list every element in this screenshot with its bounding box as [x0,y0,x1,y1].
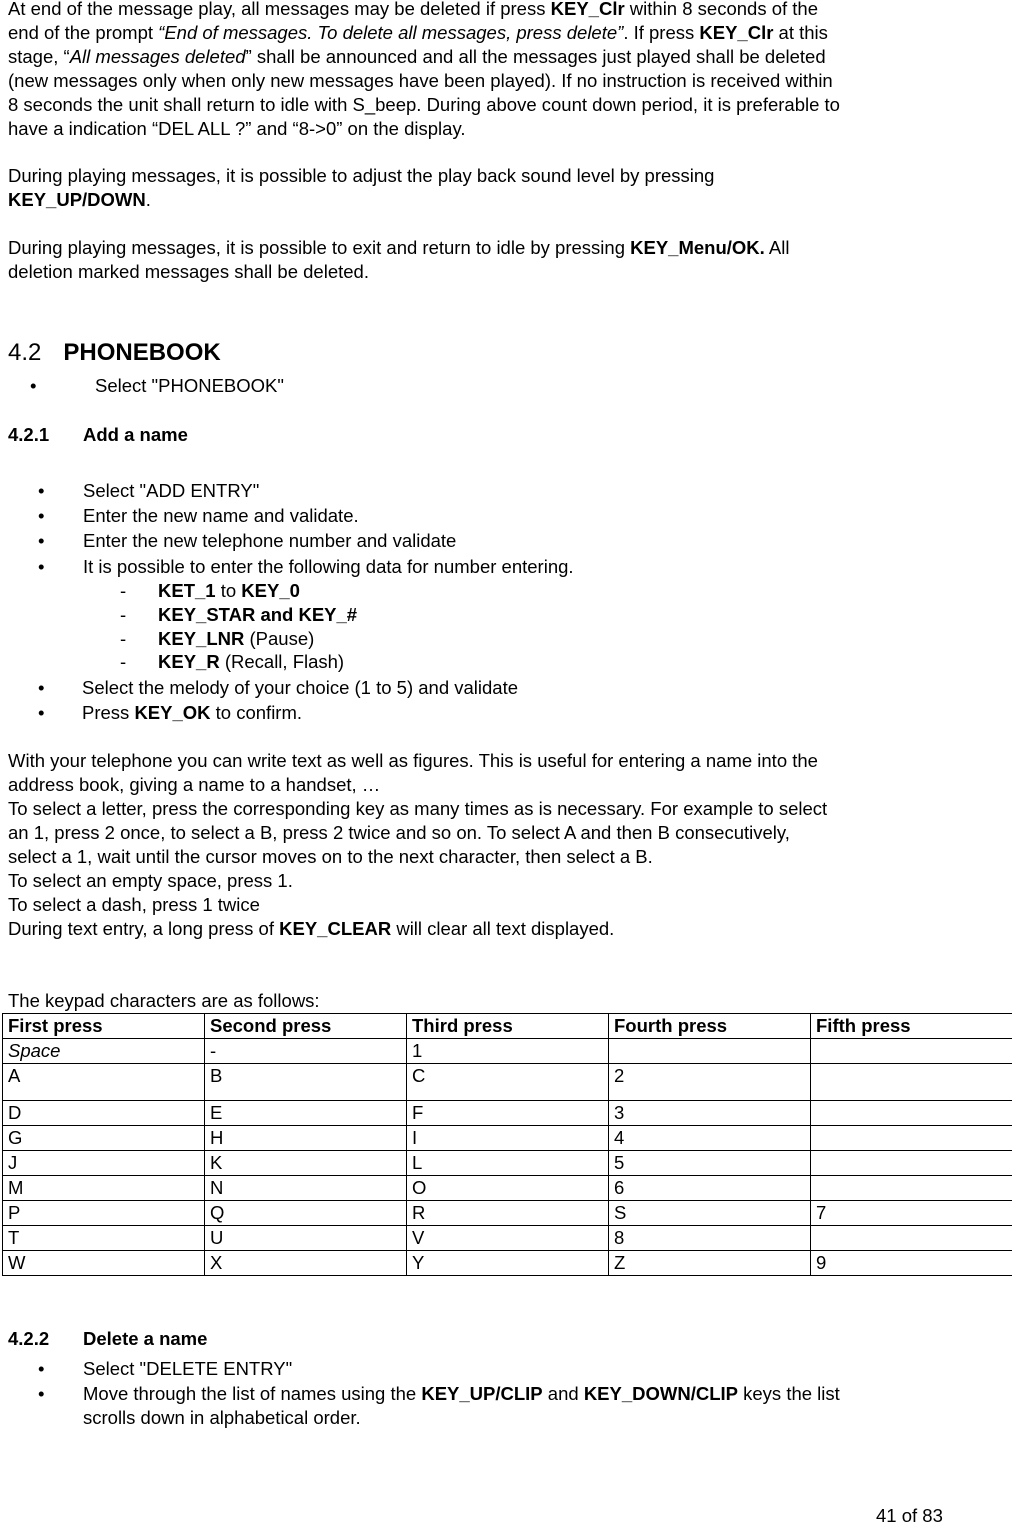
intro-paragraph-2 [8,164,968,212]
text-line: During playing messages, it is possible to adjust the play back sound level by pressing [8,164,968,188]
text-line: KEY_UP/DOWN. [8,188,968,212]
subsection-heading-delete-name: 4.2.2 Delete a name [8,1327,207,1351]
keypad-table [2,1013,1012,1276]
text-line: address book, giving a name to a handset, … [8,773,968,797]
text-line: To select a letter, press the corresponding key as many times as is necessary. For example to select [8,797,968,821]
table-cell: 9 [811,1251,1012,1276]
section-heading-phonebook [8,338,221,368]
table-cell: O [407,1176,609,1201]
text-line: stage, “All messages deleted” shall be announced and all the messages just played shall be deleted [8,45,968,69]
table-cell: I [407,1126,609,1151]
text-line: With your telephone you can write text as well as figures. This is useful for entering a name into the [8,749,968,773]
table-row [3,1226,1012,1251]
bullet-icon: • [38,504,44,528]
table-row [3,1039,1012,1064]
text-line: have a indication “DEL ALL ?” and “8->0” on the display. [8,117,968,141]
table-cell: B [205,1064,407,1101]
bullet-icon: • [38,479,44,503]
text-line: an 1, press 2 once, to select a B, press 2 twice and so on. To select A and then B consecutively, [8,821,968,845]
table-cell: Space [3,1039,205,1064]
text-line: (new messages only when only new messages have been played). If no instruction is received within [8,69,968,93]
table-cell: 6 [609,1176,811,1201]
section-number: 4.2 [8,339,41,366]
bullet-icon: • [38,529,44,553]
table-row [3,1151,1012,1176]
table-row [3,1064,1012,1101]
table-cell: L [407,1151,609,1176]
bullet-icon: • [38,676,44,700]
text-entry-paragraph [8,749,968,941]
column-header: Fourth press [609,1014,811,1039]
section-title: PHONEBOOK [63,339,220,366]
text-line: At end of the message play, all messages may be deleted if press KEY_Clr within 8 seconds of the [8,0,968,21]
table-cell [811,1101,1012,1126]
table-cell: 1 [407,1039,609,1064]
table-row [3,1251,1012,1276]
column-header: First press [3,1014,205,1039]
table-row [3,1176,1012,1201]
table-cell: F [407,1101,609,1126]
text-line: end of the prompt “End of messages. To delete all messages, press delete”. If press KEY_Clr at this [8,21,968,45]
table-cell: C [407,1064,609,1101]
table-cell: K [205,1151,407,1176]
text-line: To select a dash, press 1 twice [8,893,968,917]
table-cell: 8 [609,1226,811,1251]
table-cell [811,1039,1012,1064]
text-line: select a 1, wait until the cursor moves on to the next character, then select a B. [8,845,968,869]
table-cell: P [3,1201,205,1226]
intro-paragraph-1 [8,0,968,141]
text-line: To select an empty space, press 1. [8,869,968,893]
table-cell: X [205,1251,407,1276]
table-cell: D [3,1101,205,1126]
column-header: Fifth press [811,1014,1012,1039]
text-line: During playing messages, it is possible to exit and return to idle by pressing KEY_Menu/OK. All [8,236,968,260]
list-item: • Move through the list of names using the KEY_UP/CLIP and KEY_DOWN/CLIP keys the list scrolls down in alphabetical order. [38,1382,968,1430]
intro-paragraph-3 [8,236,968,284]
table-cell: 3 [609,1101,811,1126]
table-cell: H [205,1126,407,1151]
table-cell: G [3,1126,205,1151]
table-row [3,1201,1012,1226]
table-cell: E [205,1101,407,1126]
table-cell [811,1126,1012,1151]
bullet-icon: • [30,374,36,398]
table-cell [811,1064,1012,1101]
table-cell: W [3,1251,205,1276]
table-cell: Y [407,1251,609,1276]
table-cell [811,1151,1012,1176]
table-cell: N [205,1176,407,1201]
table-cell: V [407,1226,609,1251]
table-cell: R [407,1201,609,1226]
bullet-icon: • [38,555,44,579]
table-cell: 4 [609,1126,811,1151]
table-cell: 5 [609,1151,811,1176]
table-cell [609,1039,811,1064]
table-header-row [3,1014,1012,1039]
table-cell: Q [205,1201,407,1226]
table-cell [811,1226,1012,1251]
table-cell: M [3,1176,205,1201]
table-cell: S [609,1201,811,1226]
table-cell: A [3,1064,205,1101]
column-header: Second press [205,1014,407,1039]
subsection-heading-add-name: 4.2.1 Add a name [8,423,188,447]
page-number: 41 of 83 [876,1504,943,1528]
bullet-icon: • [38,1382,44,1406]
table-row [3,1126,1012,1151]
text-line: 8 seconds the unit shall return to idle with S_beep. During above count down period, it is preferable to [8,93,968,117]
table-row [3,1101,1012,1126]
table-cell [811,1176,1012,1201]
table-cell: 7 [811,1201,1012,1226]
table-cell: U [205,1226,407,1251]
text-line: deletion marked messages shall be deleted. [8,260,968,284]
text-line: During text entry, a long press of KEY_CLEAR will clear all text displayed. [8,917,968,941]
table-cell: - [205,1039,407,1064]
bullet-icon: • [38,701,44,725]
bullet-icon: • [38,1357,44,1381]
keypad-caption: The keypad characters are as follows: [8,989,968,1013]
table-cell: J [3,1151,205,1176]
table-cell: 2 [609,1064,811,1101]
table-cell: T [3,1226,205,1251]
column-header: Third press [407,1014,609,1039]
table-cell: Z [609,1251,811,1276]
